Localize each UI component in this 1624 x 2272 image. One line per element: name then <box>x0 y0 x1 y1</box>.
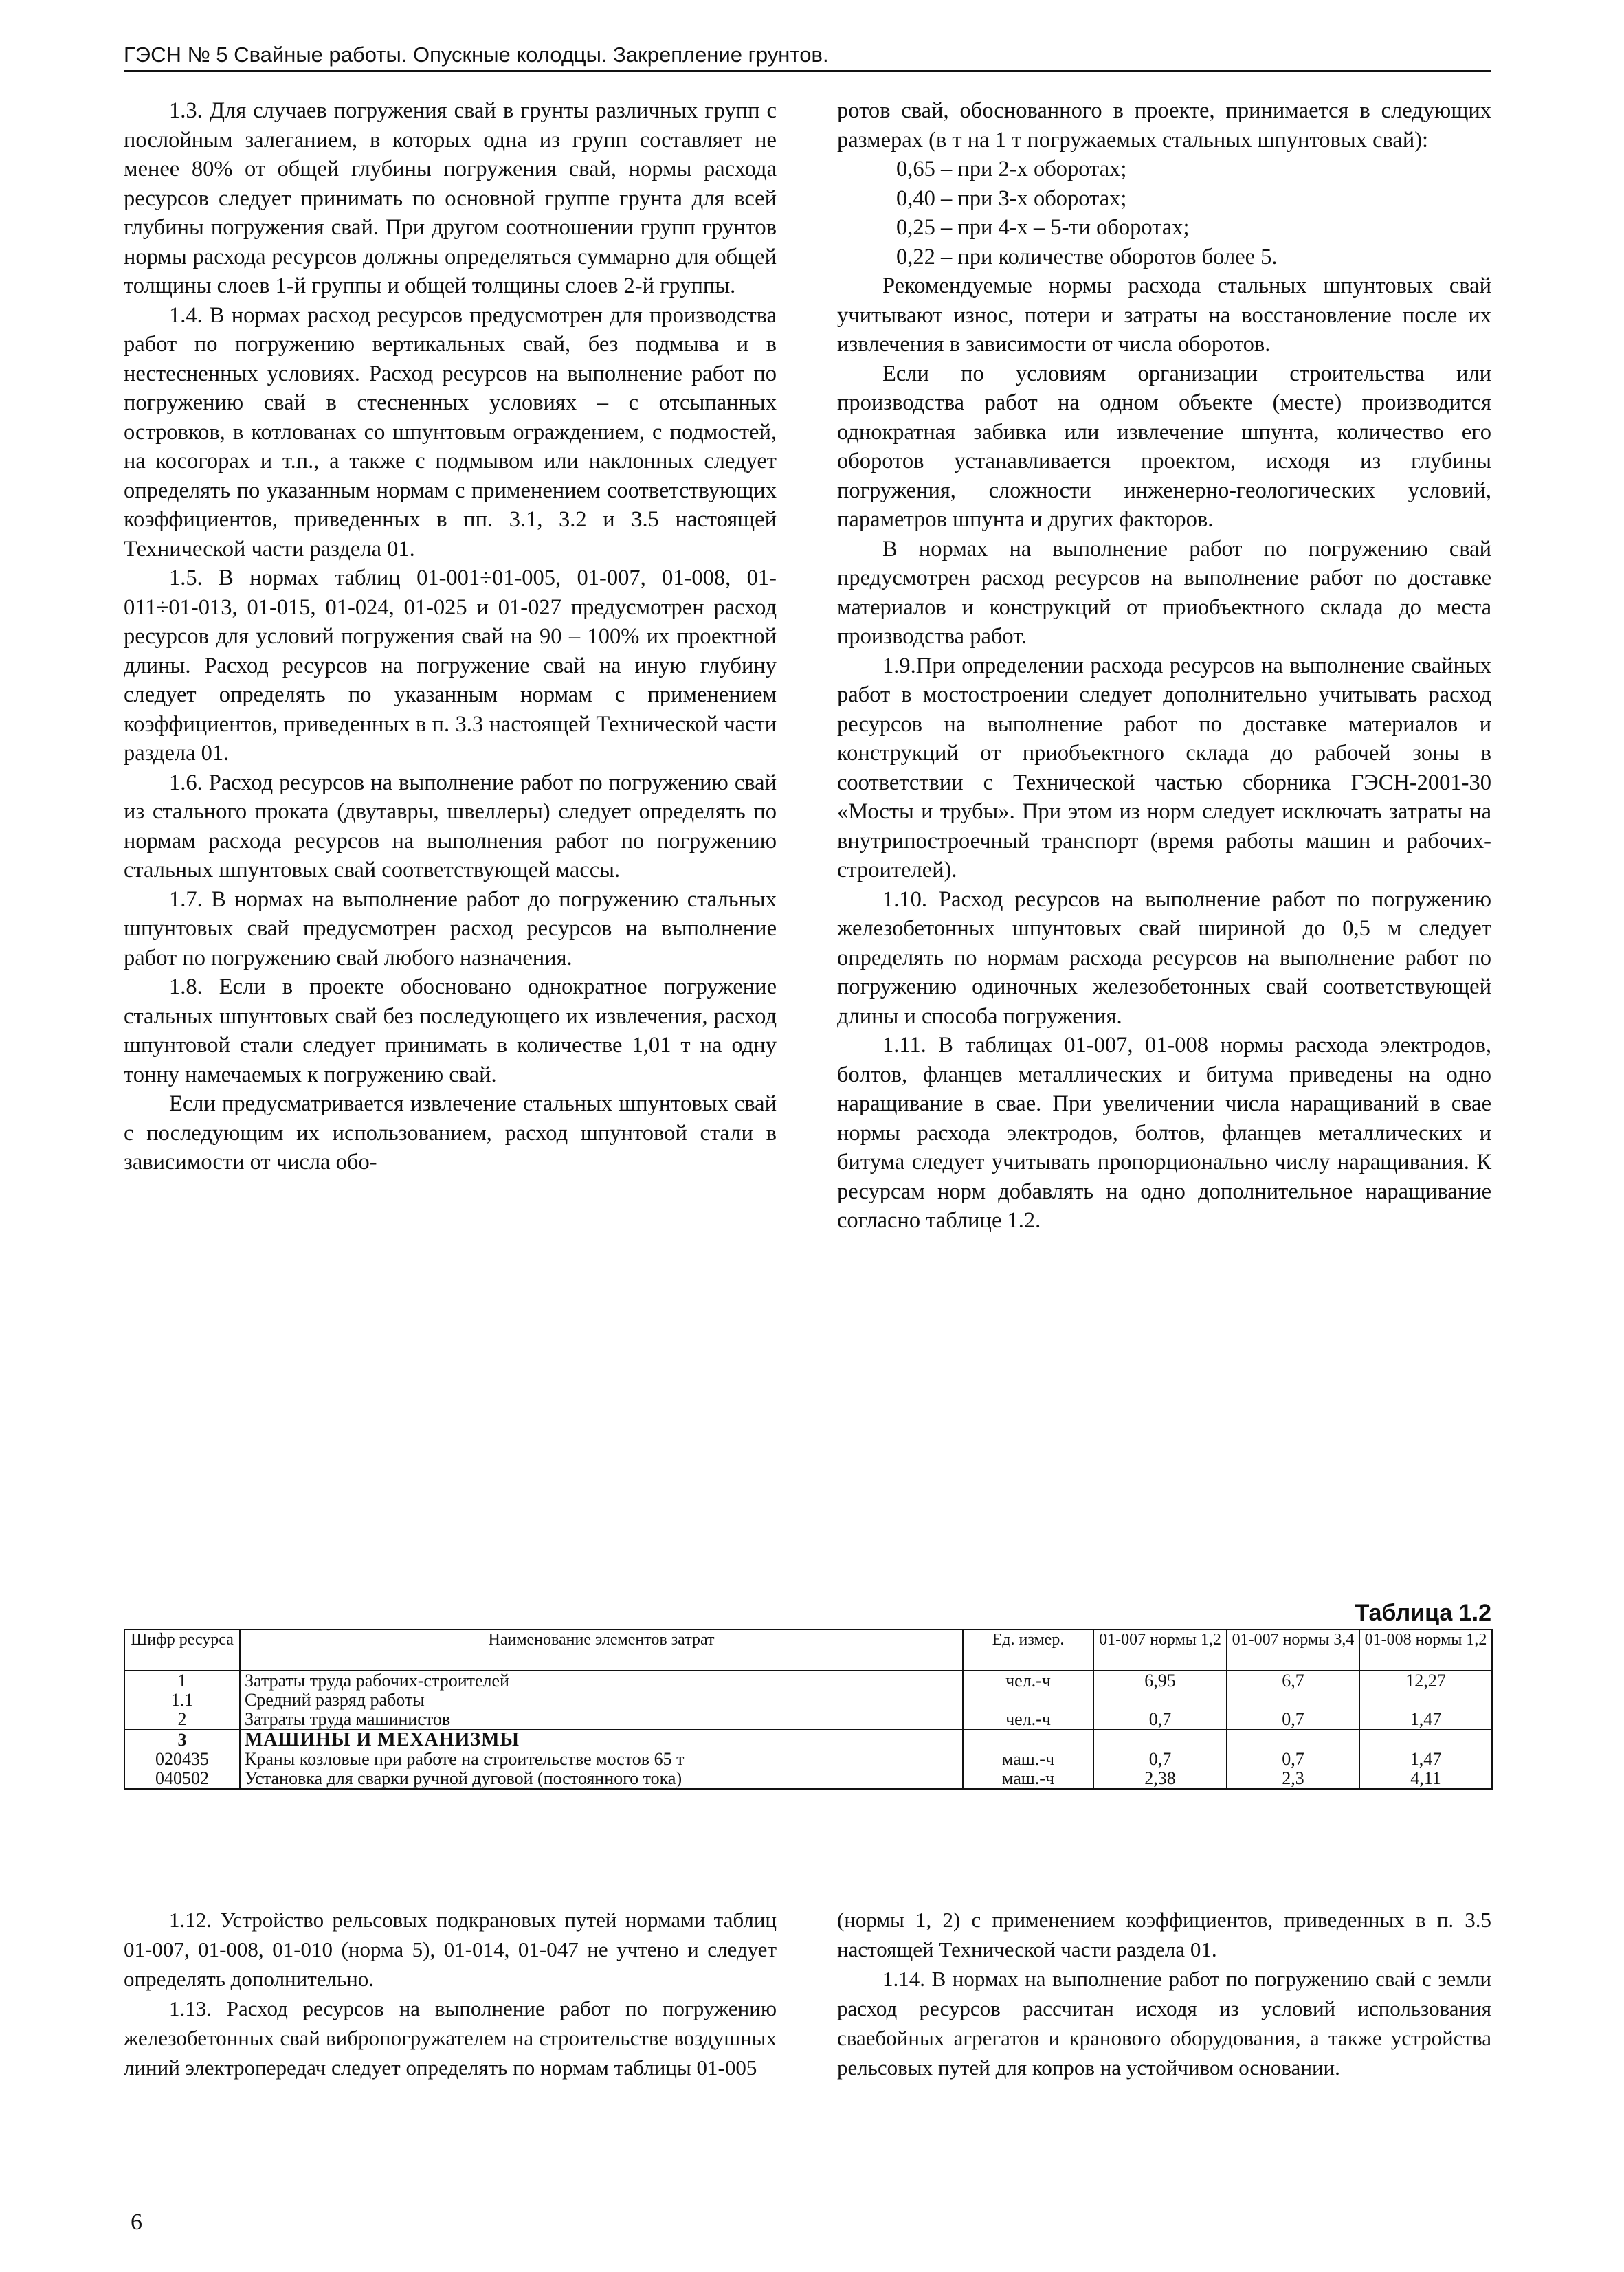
table-caption: Таблица 1.2 <box>1355 1600 1491 1626</box>
paragraph-1-8-extraction: Если предусматривается извлечение стальных шпунтовых свай с последующим их использованием, расход шпунтовой стали в зависимости от числа обо- <box>124 1091 777 1174</box>
cell-value <box>1227 1691 1359 1710</box>
cell-code: 040502 <box>124 1769 240 1789</box>
cell-unit: чел.-ч <box>963 1710 1093 1730</box>
cell-value: 0,7 <box>1093 1710 1227 1730</box>
paragraph-1-14: 1.14. В нормах на выполнение работ по погружению свай с земли расход ресурсов рассчитан исходя из условий использования сваебойных агрегатов и кранового оборудования, а также устройства рельсовых путей для копров на устойчивом основании. <box>837 1967 1491 2080</box>
paragraph-1-12: 1.12. Устройство рельсовых подкрановых путей нормами таблиц 01-007, 01-008, 01-010 (норма 5), 01-014, 01-047 не учтено и следует определять дополнительно. <box>124 1908 777 1991</box>
cell-value: 6,7 <box>1227 1671 1359 1691</box>
list-item: 0,40 – при 3-х оборотах; <box>896 186 1127 211</box>
cell-unit <box>963 1691 1093 1710</box>
cell-value: 0,7 <box>1227 1710 1359 1730</box>
table-row <box>124 1691 1492 1710</box>
header-01-007-1-2: 01-007 нормы 1,2 <box>1093 1629 1227 1671</box>
cell-code: 020435 <box>124 1750 240 1769</box>
cell-value: 2,38 <box>1093 1769 1227 1789</box>
paragraph-1-4: 1.4. В нормах расход ресурсов предусмотрен для производства работ по погружению вертикальных свай, без подмыва и в нестесненных условиях. Расход ресурсов на выполнение работ по погружению свай в стесненных условиях – с отсыпанных островков, в котлованах со шпунтовым ограждением, с подмостей, на косогорах и т.п., а также с подмывом или наклонных следует определять по указанным нормам с применением соответствующих коэффициентов, приведенных в пп. 3.1, 3.2 и 3.5 настоящей Технической части раздела 01. <box>124 302 777 561</box>
cell-name: Средний разряд работы <box>240 1691 963 1710</box>
cell-name: Установка для сварки ручной дуговой (постоянного тока) <box>240 1769 963 1789</box>
cell-unit: маш.-ч <box>963 1750 1093 1769</box>
cell-unit: чел.-ч <box>963 1671 1093 1691</box>
list-item: 0,25 – при 4-х – 5-ти оборотах; <box>896 215 1190 240</box>
bottom-left-column <box>124 1905 777 2082</box>
cell-value <box>1359 1691 1492 1710</box>
list-item: 0,65 – при 2-х оборотах; <box>896 157 1127 181</box>
header-code: Шифр ресурса <box>124 1629 240 1671</box>
table-row <box>124 1710 1492 1730</box>
cell-value: 0,7 <box>1227 1750 1359 1769</box>
paragraph-1-13: 1.13. Расход ресурсов на выполнение работ по погружению железобетонных свай вибропогружателем на строительстве воздушных линий электропередач следует определять по нормам таблицы 01-005 <box>124 1996 777 2080</box>
left-column <box>124 96 777 1177</box>
paragraph-if-conditions: Если по условиям организации строительства или производства работ на одном объекте (месте) производится однократная забивка или извлечение шпунта, количество его оборотов устанавливается проектом, исходя из глубины погружения, сложности инженерно-геологических условий, параметров шпунта и других факторов. <box>837 361 1491 532</box>
right-column <box>837 96 1491 1236</box>
table-row <box>124 1769 1492 1789</box>
header-01-008-1-2: 01-008 нормы 1,2 <box>1359 1629 1492 1671</box>
table-row <box>124 1671 1492 1691</box>
paragraph-1-5: 1.5. В нормах таблиц 01-001÷01-005, 01-007, 01-008, 01-011÷01-013, 01-015, 01-024, 01-025 и 01-027 предусмотрен расход ресурсов для условий погружения свай на 90 – 100% их проектной длины. Расход ресурсов на погружение свай на иную глубину следует определять по указанным нормам с применением коэффициентов, приведенных в п. 3.3 настоящей Технической части раздела 01. <box>124 566 777 766</box>
paragraph-1-11: 1.11. В таблицах 01-007, 01-008 нормы расхода электродов, болтов, фланцев металлических и битума приведены на одно наращивание в свае. При увеличении числа наращиваний в свае нормы расхода электродов, болтов, фланцев металлических и битума следует учитывать пропорционально числу наращивания. К ресурсам норм добавлять на одно дополнительное наращивание согласно таблице 1.2. <box>837 1033 1491 1233</box>
paragraph-1-8: 1.8. Если в проекте обосновано однократное погружение стальных шпунтовых свай без последующего их извлечения, расход шпунтовой стали следует принимать в количестве 1,01 т на одну тонну намечаемых к погружению свай. <box>124 974 777 1087</box>
cell-code: 1 <box>124 1671 240 1691</box>
cell-value: 4,11 <box>1359 1769 1492 1789</box>
cell-value: 1,47 <box>1359 1750 1492 1769</box>
cell-value: 0,7 <box>1093 1750 1227 1769</box>
bottom-right-column <box>837 1905 1491 2082</box>
cell-value <box>1227 1730 1359 1750</box>
list-item: 0,22 – при количестве оборотов более 5. <box>896 244 1278 269</box>
page-number: 6 <box>131 2209 142 2235</box>
paragraph-continuation: (нормы 1, 2) с применением коэффициентов, приведенных в п. 3.5 настоящей Технической части раздела 01. <box>837 1908 1491 1961</box>
paragraph-norms-delivery: В нормах на выполнение работ по погружению свай предусмотрен расход ресурсов на выполнение работ по доставке материалов и конструкций от приобъектного склада до места производства работ. <box>837 536 1491 649</box>
cell-name: Краны козловые при работе на строительстве мостов 65 т <box>240 1750 963 1769</box>
table-row <box>124 1730 1492 1750</box>
cell-name: Затраты труда машинистов <box>240 1710 963 1730</box>
resource-table <box>124 1629 1493 1790</box>
table-header-row <box>124 1629 1492 1671</box>
cell-name: Затраты труда рабочих-строителей <box>240 1671 963 1691</box>
paragraph-continuation: ротов свай, обоснованного в проекте, принимается в следующих размерах (в т на 1 т погружаемых стальных шпунтовых свай): <box>837 98 1491 153</box>
cell-value: 6,95 <box>1093 1671 1227 1691</box>
cell-value <box>1359 1730 1492 1750</box>
cell-value: 1,47 <box>1359 1710 1492 1730</box>
header-unit: Ед. измер. <box>963 1629 1093 1671</box>
page-header: ГЭСН № 5 Свайные работы. Опускные колодцы. Закрепление грунтов. <box>124 43 1491 72</box>
paragraph-recommended: Рекомендуемые нормы расхода стальных шпунтовых свай учитывают износ, потери и затраты на восстановление после их извлечения в зависимости от числа оборотов. <box>837 274 1491 357</box>
cell-value: 2,3 <box>1227 1769 1359 1789</box>
cell-unit <box>963 1730 1093 1750</box>
paragraph-1-10: 1.10. Расход ресурсов на выполнение работ по погружению железобетонных шпунтовых свай шириной до 0,5 м следует определять по нормам расхода ресурсов на выполнение работ по погружению одиночных железобетонных свай соответствующей длины и способа погружения. <box>837 887 1491 1029</box>
cell-value: 12,27 <box>1359 1671 1492 1691</box>
cell-code: 3 <box>124 1730 240 1750</box>
paragraph-1-3: 1.3. Для случаев погружения свай в грунты различных групп с послойным залеганием, в которых одна из групп составляет не менее 80% от общей глубины погружения свай, нормы расхода ресурсов следует принимать по основной группе грунта для всей глубины погружения свай. При другом соотношении групп грунтов нормы расхода ресурсов должны определяться суммарно для общей толщины слоев 1-й группы и общей толщины слоев 2-й группы. <box>124 98 777 298</box>
cell-value <box>1093 1691 1227 1710</box>
table-row <box>124 1750 1492 1769</box>
header-name: Наименование элементов затрат <box>240 1629 963 1671</box>
paragraph-1-7: 1.7. В нормах на выполнение работ до погружению стальных шпунтовых свай предусмотрен расход ресурсов на выполнение работ по погружению свай любого назначения. <box>124 887 777 970</box>
turnover-rates-list <box>837 155 1491 271</box>
cell-value <box>1093 1730 1227 1750</box>
cell-code: 1.1 <box>124 1691 240 1710</box>
cell-name: МАШИНЫ И МЕХАНИЗМЫ <box>240 1730 963 1750</box>
cell-unit: маш.-ч <box>963 1769 1093 1789</box>
header-01-007-3-4: 01-007 нормы 3,4 <box>1227 1629 1359 1671</box>
cell-code: 2 <box>124 1710 240 1730</box>
paragraph-1-9: 1.9.При определении расхода ресурсов на выполнение свайных работ в мостостроении следует дополнительно учитывать расход ресурсов на выполнение работ по доставке материалов и конструкций от приобъектного склада до рабочей зоны в соответствии с Технической частью сборника ГЭСН-2001-30 «Мосты и трубы». При этом из норм следует исключать затраты на внутрипостроечный транспорт (время работы машин и рабочих-строителей). <box>837 653 1491 882</box>
paragraph-1-6: 1.6. Расход ресурсов на выполнение работ по погружению свай из стального проката (двутавры, швеллеры) следует определять по нормам расхода ресурсов на выполнения работ по погружению стальных шпунтовых свай соответствующей массы. <box>124 770 777 882</box>
